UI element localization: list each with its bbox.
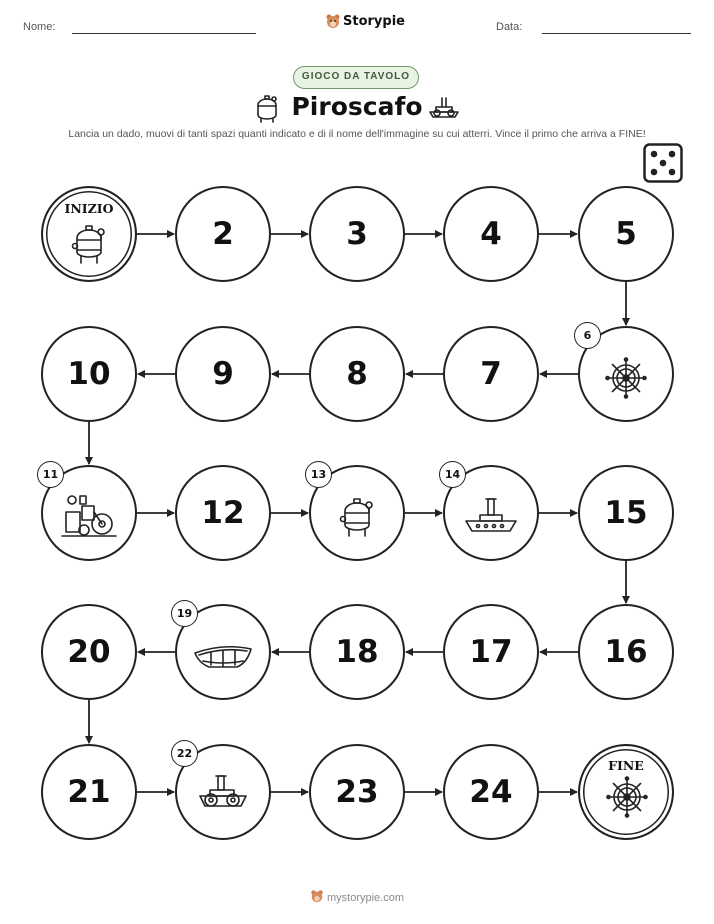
- board-space-6: [578, 326, 674, 422]
- space-number-badge: 6: [574, 322, 601, 349]
- board-space-11: [41, 465, 137, 561]
- board-space-24: [443, 744, 539, 840]
- boiler-icon: [337, 495, 377, 544]
- space-number: 9: [212, 356, 234, 392]
- space-number: 3: [346, 216, 368, 252]
- space-number-badge: 14: [439, 461, 466, 488]
- space-number-badge: 19: [171, 600, 198, 627]
- board-space-5: [578, 186, 674, 282]
- board-space-20: [41, 604, 137, 700]
- space-number: 12: [201, 495, 245, 531]
- boiler-icon: [69, 222, 109, 271]
- name-label: Nome:: [23, 21, 56, 33]
- space-number: 4: [480, 216, 502, 252]
- rowboat-icon: [191, 639, 255, 678]
- board-space-16: [578, 604, 674, 700]
- start-space: [41, 186, 137, 282]
- space-number: 5: [615, 216, 637, 252]
- board-space-13: [309, 465, 405, 561]
- finish-space: [578, 744, 674, 840]
- board-space-4: [443, 186, 539, 282]
- date-label: Data:: [496, 21, 523, 33]
- ship-wheel-icon: [606, 776, 648, 823]
- start-label: INIZIO: [64, 201, 114, 216]
- board-space-9: [175, 326, 271, 422]
- steamboat-icon: [462, 495, 520, 544]
- board-space-14: [443, 465, 539, 561]
- bear-logo-icon: [310, 889, 324, 903]
- ship-wheel-icon: [605, 357, 647, 404]
- steam-engine-icon: [60, 492, 118, 547]
- space-number: 17: [469, 634, 513, 670]
- space-number: 8: [346, 356, 368, 392]
- board-space-18: [309, 604, 405, 700]
- space-number-badge: 13: [305, 461, 332, 488]
- brand-name: Storypie: [343, 14, 405, 29]
- board-space-2: [175, 186, 271, 282]
- space-number: 21: [67, 774, 111, 810]
- space-number: 15: [604, 495, 648, 531]
- category-badge: GIOCO DA TAVOLO: [293, 66, 419, 89]
- board-space-15: [578, 465, 674, 561]
- space-number: 2: [212, 216, 234, 252]
- space-number: 7: [480, 356, 502, 392]
- page-title: Piroscafo: [291, 92, 423, 121]
- instructions: Lancia un dado, muovi di tanti spazi quanti indicato e di il nome dell'immagine su cui atterri. Vince il primo che arriva a FINE!: [68, 128, 646, 140]
- space-number: 20: [67, 634, 111, 670]
- space-number: 10: [67, 356, 111, 392]
- footer-url: mystorypie.com: [326, 892, 405, 904]
- board-space-12: [175, 465, 271, 561]
- board-space-19: [175, 604, 271, 700]
- board-space-21: [41, 744, 137, 840]
- board-space-17: [443, 604, 539, 700]
- board-space-23: [309, 744, 405, 840]
- finish-label: FINE: [608, 758, 644, 773]
- board-space-22: [175, 744, 271, 840]
- space-number: 18: [335, 634, 379, 670]
- space-number: 16: [604, 634, 648, 670]
- board-space-7: [443, 326, 539, 422]
- space-number: 23: [335, 774, 379, 810]
- board-space-10: [41, 326, 137, 422]
- space-number: 24: [469, 774, 513, 810]
- board-space-8: [309, 326, 405, 422]
- space-number-badge: 22: [171, 740, 198, 767]
- board-space-3: [309, 186, 405, 282]
- space-number-badge: 11: [37, 461, 64, 488]
- footer: [0, 889, 714, 904]
- paddle-steamer-icon: [196, 774, 250, 823]
